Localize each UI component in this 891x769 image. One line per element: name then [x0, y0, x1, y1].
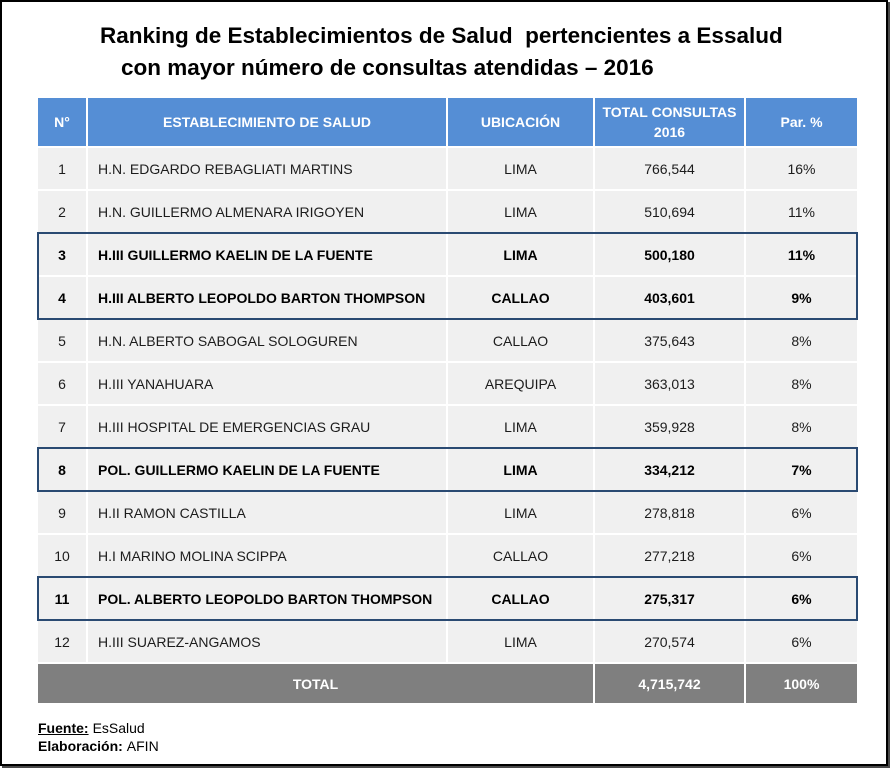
establishment-cell: POL. ALBERTO LEOPOLDO BARTON THOMPSON [88, 578, 446, 619]
establishment-cell: H.III HOSPITAL DE EMERGENCIAS GRAU [88, 406, 446, 447]
table-body [38, 146, 857, 662]
rank-cell: 5 [38, 320, 86, 361]
location-cell: CALLAO [448, 320, 593, 361]
header-total-line-2: 2016 [653, 124, 686, 140]
credit-value: AFIN [126, 738, 159, 754]
title-line-1: Ranking de Establecimientos de Salud pertencientes a Essalud [100, 23, 783, 48]
share-cell: 7% [746, 449, 857, 490]
establishment-cell: H.III YANAHUARA [88, 363, 446, 404]
share-cell: 16% [746, 148, 857, 189]
rank-cell: 3 [38, 234, 86, 275]
location-cell: CALLAO [448, 578, 593, 619]
consultations-cell: 363,013 [595, 363, 744, 404]
source-value: EsSalud [92, 720, 145, 736]
consultations-cell: 275,317 [595, 578, 744, 619]
total-consultations: 4,715,742 [595, 664, 744, 703]
consultations-cell: 500,180 [595, 234, 744, 275]
table-row [38, 619, 857, 662]
table-row [38, 533, 857, 576]
establishment-cell: H.III ALBERTO LEOPOLDO BARTON THOMPSON [88, 277, 446, 318]
ranking-table [38, 98, 857, 703]
share-cell: 11% [746, 234, 857, 275]
title-line-2: con mayor número de consultas atendidas – 2016 [121, 55, 654, 80]
header-share: Par. % [746, 98, 857, 146]
header-location: UBICACIÓN [448, 98, 593, 146]
location-cell: AREQUIPA [448, 363, 593, 404]
credit-line [38, 737, 159, 755]
header-number: N° [38, 98, 86, 146]
consultations-cell: 270,574 [595, 621, 744, 662]
consultations-cell: 403,601 [595, 277, 744, 318]
table-total-row [38, 662, 857, 703]
consultations-cell: 766,544 [595, 148, 744, 189]
location-cell: LIMA [448, 191, 593, 232]
rank-cell: 1 [38, 148, 86, 189]
share-cell: 9% [746, 277, 857, 318]
table-row [38, 361, 857, 404]
location-cell: CALLAO [448, 277, 593, 318]
rank-cell: 6 [38, 363, 86, 404]
establishment-cell: H.N. GUILLERMO ALMENARA IRIGOYEN [88, 191, 446, 232]
total-share: 100% [746, 664, 857, 703]
location-cell: LIMA [448, 148, 593, 189]
table-row [38, 318, 857, 361]
location-cell: LIMA [448, 234, 593, 275]
source-label: Fuente: [38, 720, 89, 736]
location-cell: LIMA [448, 621, 593, 662]
consultations-cell: 334,212 [595, 449, 744, 490]
credit-label: Elaboración: [38, 738, 123, 754]
rank-cell: 9 [38, 492, 86, 533]
rank-cell: 10 [38, 535, 86, 576]
establishment-cell: POL. GUILLERMO KAELIN DE LA FUENTE [88, 449, 446, 490]
location-cell: LIMA [448, 406, 593, 447]
consultations-cell: 375,643 [595, 320, 744, 361]
source-line [38, 719, 159, 737]
page-title [100, 20, 783, 84]
table-header-row [38, 98, 857, 146]
consultations-cell: 277,218 [595, 535, 744, 576]
rank-cell: 11 [38, 578, 86, 619]
table-row [38, 404, 857, 447]
location-cell: LIMA [448, 449, 593, 490]
share-cell: 6% [746, 535, 857, 576]
rank-cell: 12 [38, 621, 86, 662]
table-row [38, 146, 857, 189]
share-cell: 8% [746, 363, 857, 404]
share-cell: 6% [746, 492, 857, 533]
consultations-cell: 510,694 [595, 191, 744, 232]
share-cell: 6% [746, 621, 857, 662]
share-cell: 8% [746, 320, 857, 361]
table-row [38, 576, 857, 619]
rank-cell: 8 [38, 449, 86, 490]
table-row [38, 447, 857, 490]
table-row [38, 232, 857, 275]
establishment-cell: H.II RAMON CASTILLA [88, 492, 446, 533]
establishment-cell: H.I MARINO MOLINA SCIPPA [88, 535, 446, 576]
rank-cell: 2 [38, 191, 86, 232]
header-total-consultations [595, 98, 744, 146]
header-total-line-1: TOTAL CONSULTAS [602, 104, 737, 120]
rank-cell: 7 [38, 406, 86, 447]
establishment-cell: H.N. EDGARDO REBAGLIATI MARTINS [88, 148, 446, 189]
table-row [38, 490, 857, 533]
header-establishment: ESTABLECIMIENTO DE SALUD [88, 98, 446, 146]
share-cell: 6% [746, 578, 857, 619]
total-label: TOTAL [38, 664, 593, 703]
source-note [38, 719, 159, 755]
location-cell: LIMA [448, 492, 593, 533]
share-cell: 11% [746, 191, 857, 232]
location-cell: CALLAO [448, 535, 593, 576]
rank-cell: 4 [38, 277, 86, 318]
share-cell: 8% [746, 406, 857, 447]
consultations-cell: 278,818 [595, 492, 744, 533]
establishment-cell: H.N. ALBERTO SABOGAL SOLOGUREN [88, 320, 446, 361]
establishment-cell: H.III GUILLERMO KAELIN DE LA FUENTE [88, 234, 446, 275]
establishment-cell: H.III SUAREZ-ANGAMOS [88, 621, 446, 662]
table-row [38, 275, 857, 318]
consultations-cell: 359,928 [595, 406, 744, 447]
table-row [38, 189, 857, 232]
